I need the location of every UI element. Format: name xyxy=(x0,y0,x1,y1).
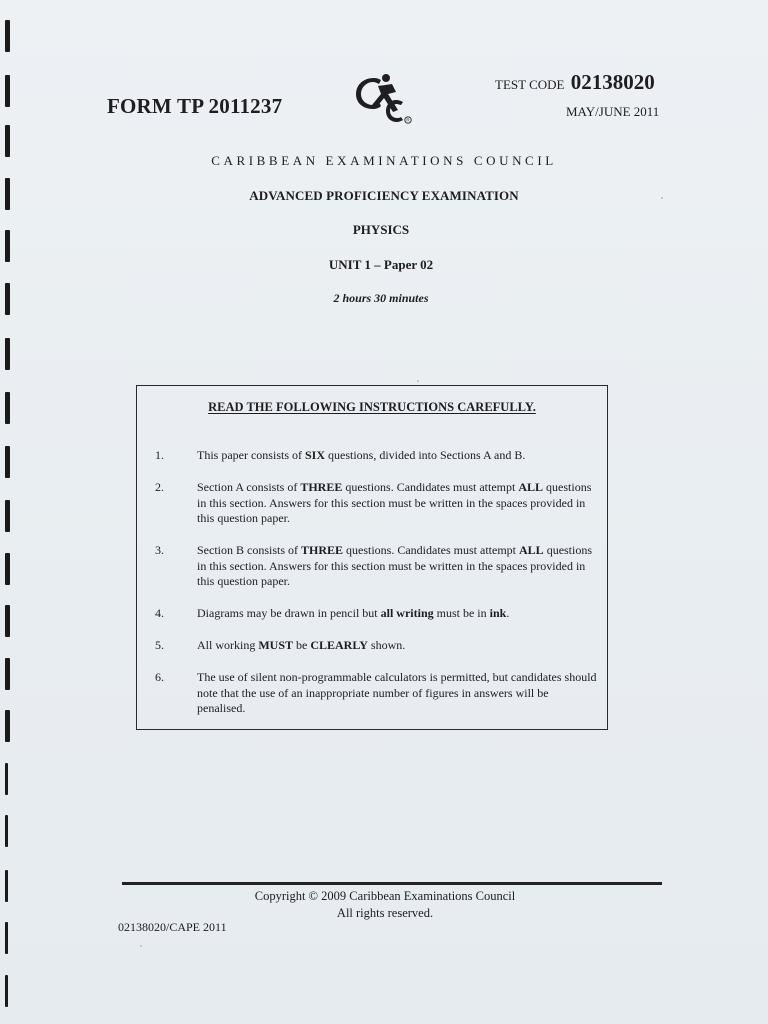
scan-speck xyxy=(140,945,142,947)
scan-speck xyxy=(417,380,419,382)
test-code xyxy=(495,70,655,95)
test-code-label: TEST CODE xyxy=(495,77,565,92)
exam-duration: 2 hours 30 minutes xyxy=(333,291,429,305)
binding-mark xyxy=(5,922,8,954)
binding-mark xyxy=(5,553,10,585)
binding-mark xyxy=(5,710,10,742)
subject-title: PHYSICS xyxy=(352,222,410,237)
cxc-logo-icon xyxy=(352,70,414,126)
binding-mark xyxy=(5,975,8,1007)
instruction-text: All working MUST be CLEARLY shown. xyxy=(197,638,406,652)
unit-paper: UNIT 1 – Paper 02 xyxy=(328,257,434,272)
exam-session: MAY/JUNE 2011 xyxy=(566,104,660,119)
binding-mark xyxy=(5,392,10,424)
council-name: CARIBBEAN EXAMINATIONS COUNCIL xyxy=(211,153,557,168)
paper-id: 02138020/CAPE 2011 xyxy=(118,920,227,934)
copyright-notice xyxy=(0,888,768,922)
test-code-number: 02138020 xyxy=(570,70,655,94)
footer-divider xyxy=(122,882,662,885)
instruction-text: Section A consists of THREE questions. Candidates must attempt ALL questions in this section. Answers for this section must be written in the spaces provided in this question paper. xyxy=(197,480,592,525)
rights-line: All rights reserved. xyxy=(336,906,434,920)
binding-mark xyxy=(5,763,8,795)
instruction-text: This paper consists of SIX questions, divided into Sections A and B. xyxy=(197,448,526,462)
binding-mark xyxy=(5,20,10,52)
instructions-heading: READ THE FOLLOWING INSTRUCTIONS CAREFULLY. xyxy=(208,400,536,414)
instruction-text: Section B consists of THREE questions. Candidates must attempt ALL questions in this section. Answers for this section must be written in the spaces provided in this question paper. xyxy=(197,543,593,588)
binding-mark xyxy=(5,605,10,637)
form-code: FORM TP 2011237 xyxy=(107,94,283,118)
copyright-line: Copyright © 2009 Caribbean Examinations Council xyxy=(254,889,516,903)
binding-mark xyxy=(5,658,10,690)
binding-mark xyxy=(5,446,10,478)
scan-speck xyxy=(661,197,663,199)
instruction-number: 1. xyxy=(155,448,164,462)
instruction-number: 6. xyxy=(155,670,164,684)
instruction-text: The use of silent non-programmable calculators is permitted, but candidates should note that the use of an inappropriate number of figures in answers will be penalised. xyxy=(197,670,597,715)
binding-mark xyxy=(5,338,10,370)
exam-name: ADVANCED PROFICIENCY EXAMINATION xyxy=(249,188,519,203)
instruction-number: 4. xyxy=(155,606,164,620)
svg-text:R: R xyxy=(406,117,410,123)
binding-mark xyxy=(5,75,10,107)
instruction-number: 3. xyxy=(155,543,164,557)
instruction-number: 5. xyxy=(155,638,164,652)
instruction-number: 2. xyxy=(155,480,164,494)
binding-mark xyxy=(5,815,8,847)
instruction-text: Diagrams may be drawn in pencil but all writing must be in ink. xyxy=(197,606,510,620)
instructions-box xyxy=(136,385,608,730)
binding-mark xyxy=(5,500,10,532)
